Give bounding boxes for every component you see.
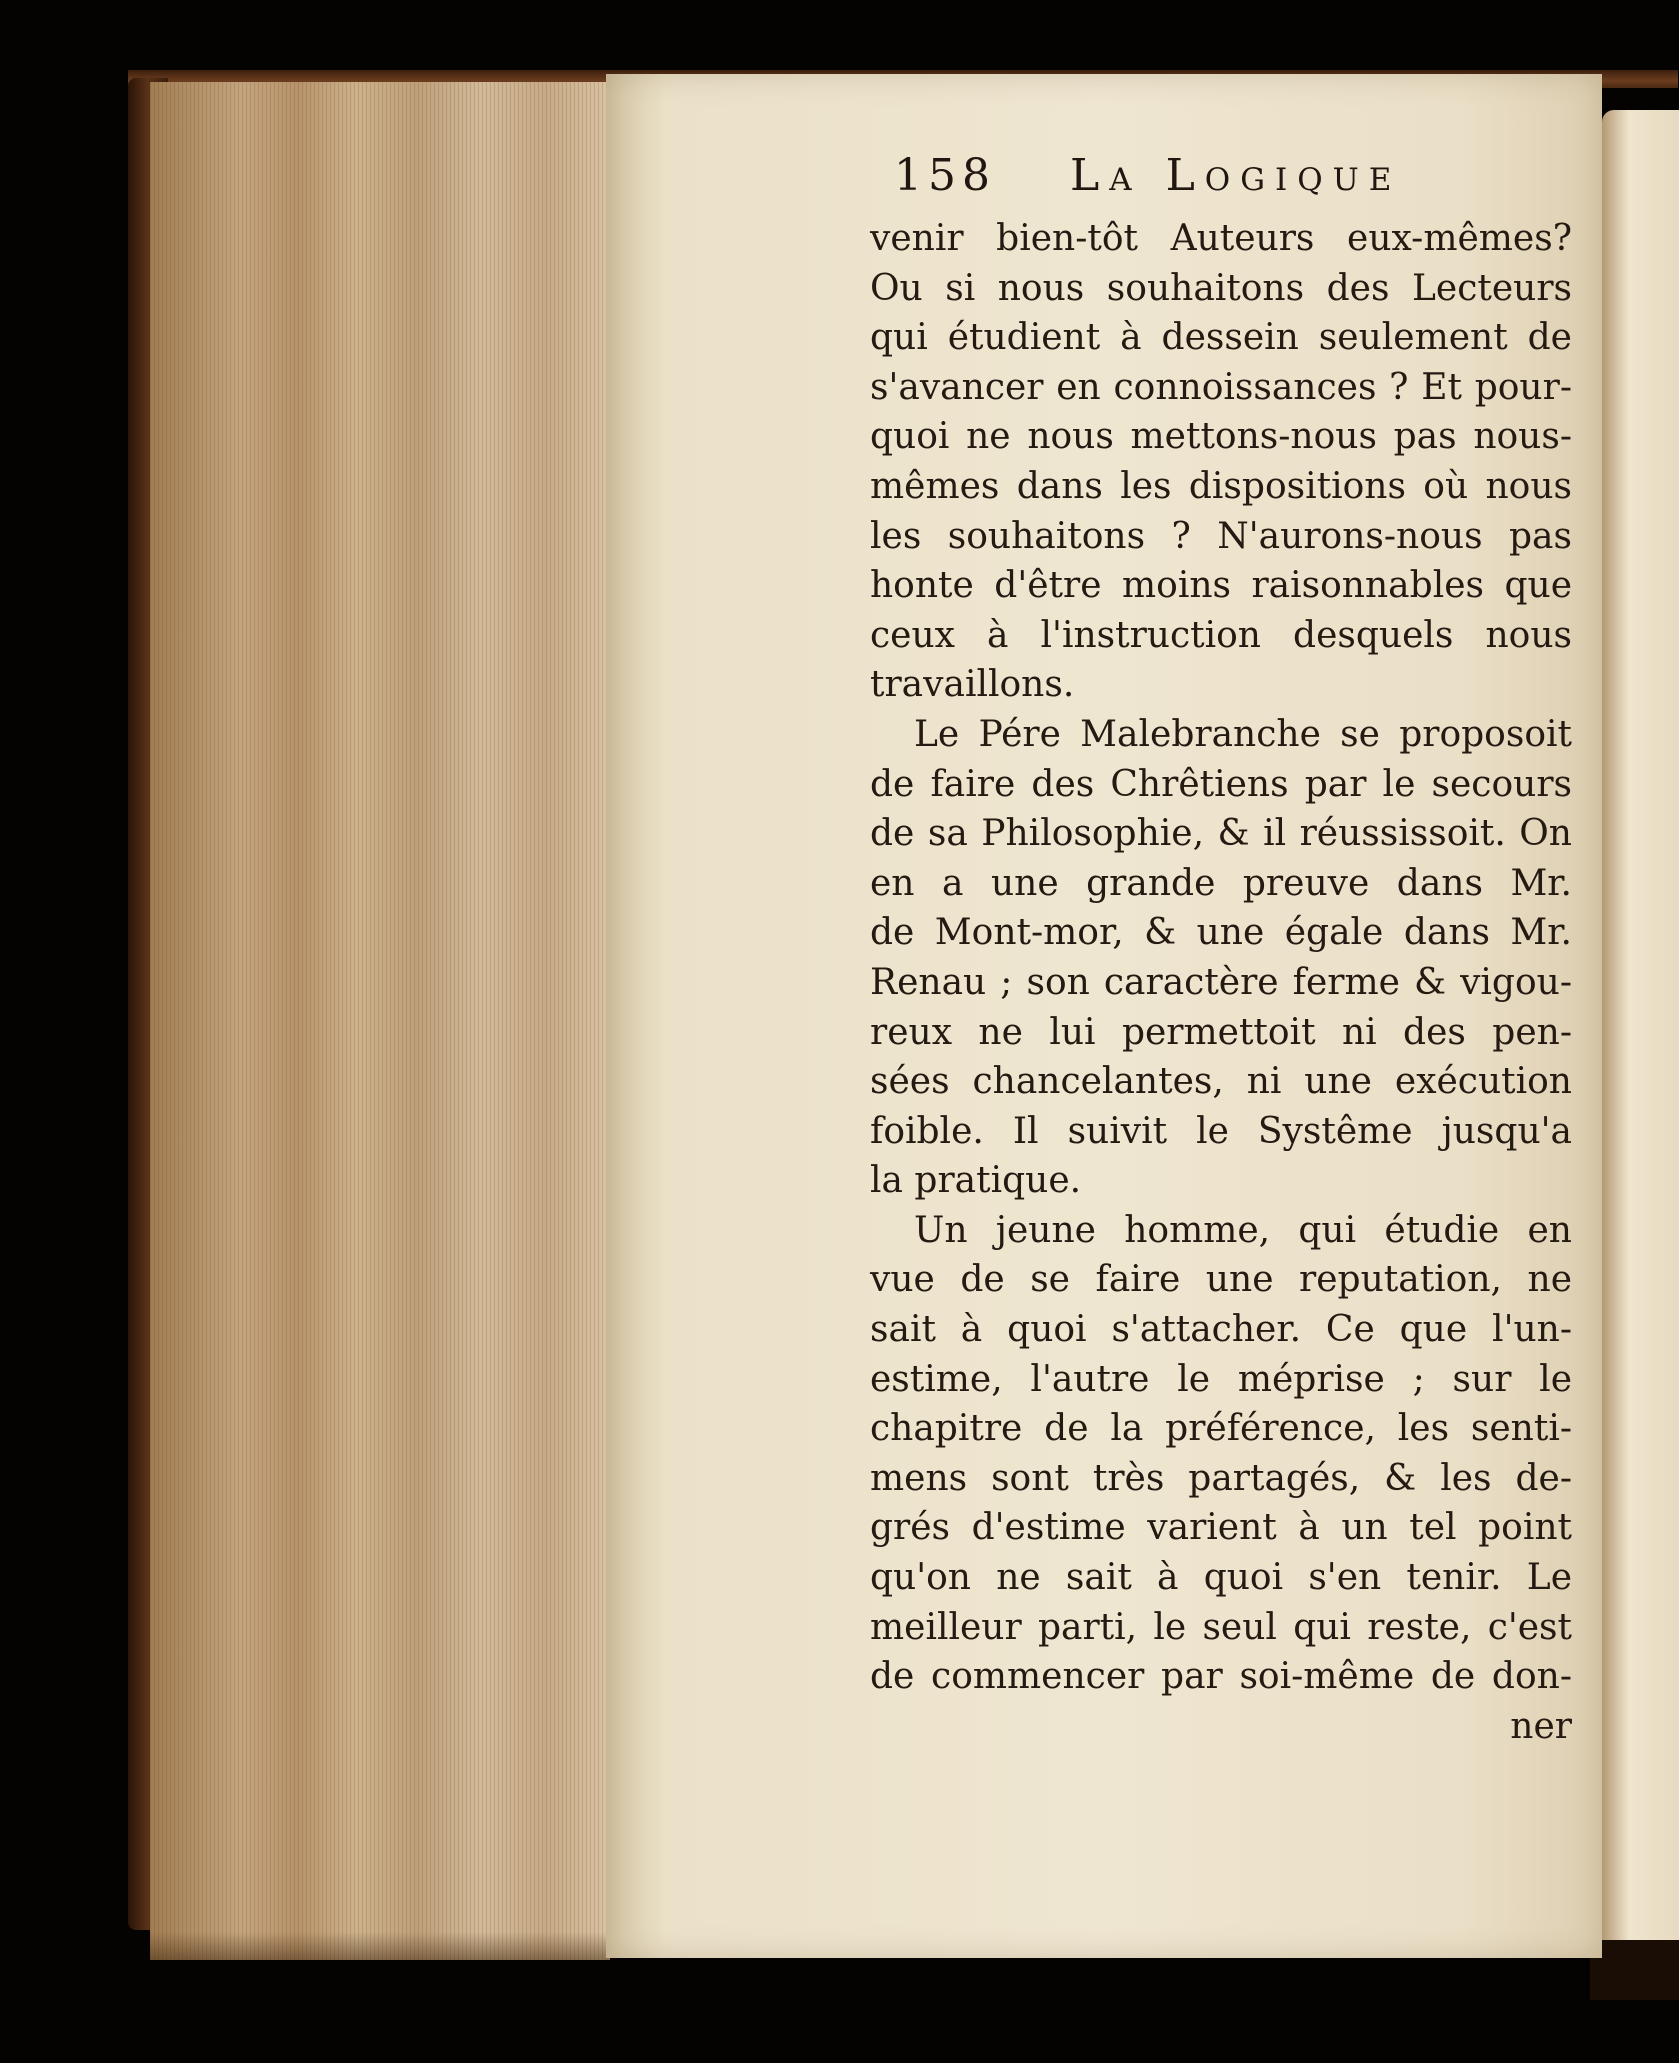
- text-line: les souhaitons ? N'aurons-nous pas: [870, 515, 1572, 557]
- text-line: ceux à l'instruction desquels nous: [870, 614, 1572, 656]
- text-line: de faire des Chrêtiens par le secours: [870, 763, 1572, 805]
- text-line: de commencer par soi-même de don-: [870, 1656, 1572, 1698]
- text-line: estime, l'autre le méprise ; sur le: [870, 1358, 1572, 1400]
- text-line: quoi ne nous mettons-nous pas nous-: [870, 416, 1572, 458]
- page-edges-block: [150, 82, 610, 1960]
- text-line: mêmes dans les dispositions où nous: [870, 465, 1572, 507]
- text-line: travaillons.: [870, 664, 1075, 706]
- running-title: La Logique: [1070, 150, 1402, 201]
- page-number: 158: [894, 150, 996, 201]
- text-line: Un jeune homme, qui étudie en: [914, 1209, 1572, 1251]
- text-line: s'avancer en connoissances ? Et pour-: [870, 366, 1572, 408]
- book-cover-corner: [1590, 1940, 1679, 2000]
- text-line: mens sont très partagés, & les de-: [870, 1457, 1572, 1499]
- text-line: grés d'estime varient à un tel point: [870, 1507, 1572, 1549]
- text-line: chapitre de la préférence, les senti-: [870, 1408, 1572, 1450]
- text-line: sait à quoi s'attacher. Ce que l'un-: [870, 1309, 1572, 1351]
- page-body-text: [870, 214, 1572, 1751]
- facing-page-edge: [1602, 110, 1679, 1948]
- text-line: foible. Il suivit le Systême jusqu'a: [870, 1110, 1572, 1152]
- catchword: ner: [1510, 1705, 1572, 1747]
- text-line: sées chancelantes, ni une exécution: [870, 1061, 1572, 1103]
- text-line: honte d'être moins raisonnables que: [870, 565, 1572, 607]
- text-line: meilleur parti, le seul qui reste, c'est: [870, 1606, 1572, 1648]
- text-line: vue de se faire une reputation, ne: [870, 1259, 1572, 1301]
- text-line: Ou si nous souhaitons des Lecteurs: [870, 267, 1572, 309]
- text-line: Renau ; son caractère ferme & vigou-: [870, 961, 1572, 1003]
- text-line: de sa Philosophie, & il réussissoit. On: [870, 813, 1572, 855]
- text-line: Le Pére Malebranche se proposoit: [914, 713, 1572, 755]
- page-header: [894, 150, 1434, 210]
- text-line: qui étudient à dessein seulement de: [870, 317, 1572, 359]
- text-line: la pratique.: [870, 1160, 1082, 1202]
- text-line: qu'on ne sait à quoi s'en tenir. Le: [870, 1557, 1572, 1599]
- text-line: reux ne lui permettoit ni des pen-: [870, 1011, 1572, 1053]
- text-line: de Mont-mor, & une égale dans Mr.: [870, 912, 1572, 954]
- text-line: venir bien-tôt Auteurs eux-mêmes?: [870, 218, 1572, 259]
- text-line: en a une grande preuve dans Mr.: [870, 862, 1572, 904]
